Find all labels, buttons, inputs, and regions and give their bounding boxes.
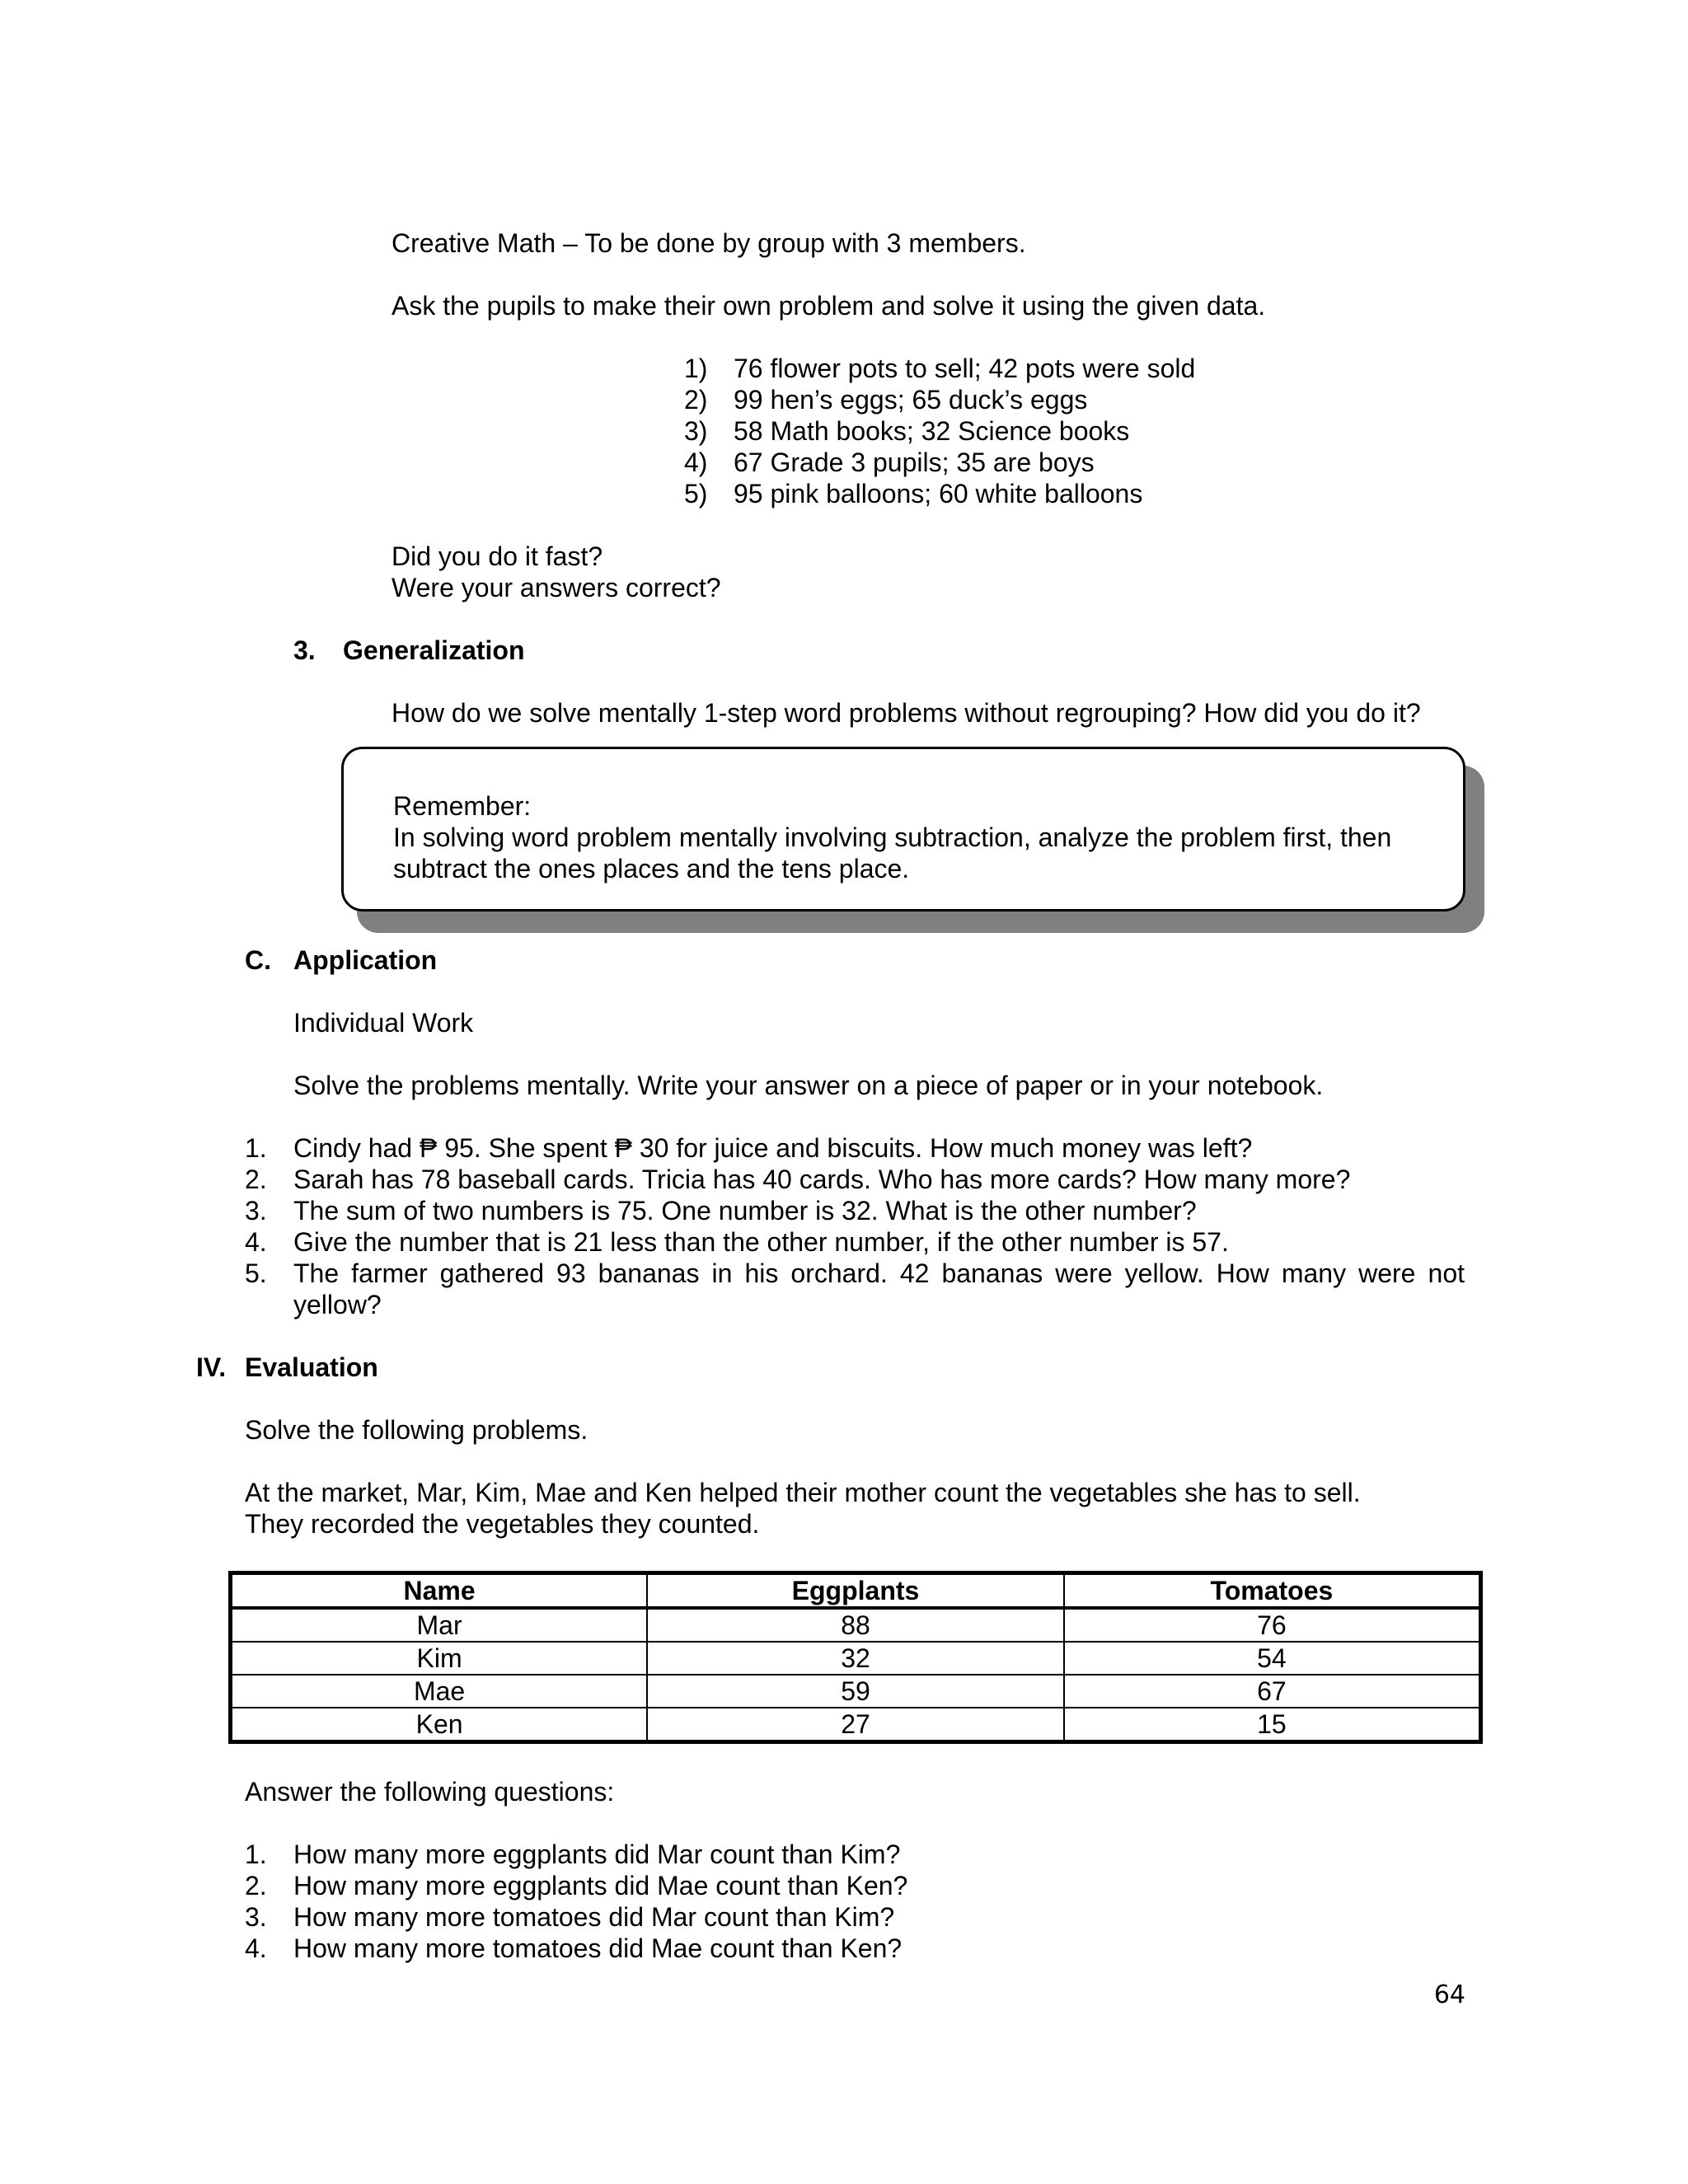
list-item-text: 67 Grade 3 pupils; 35 are boys xyxy=(734,448,1095,477)
application-subheading: Individual Work xyxy=(293,1008,474,1038)
list-item-number: 4. xyxy=(245,1933,267,1963)
generalization-question: How do we solve mentally 1-step word problems without regrouping? How did you do it? xyxy=(392,698,1421,728)
list-item-number: 4) xyxy=(684,448,708,477)
column-header-tomatoes: Tomatoes xyxy=(1064,1573,1481,1609)
table-row xyxy=(231,1642,1481,1675)
list-item xyxy=(245,1258,1465,1320)
list-item-number: 1. xyxy=(245,1133,267,1163)
vegetable-count-table xyxy=(228,1571,1483,1744)
list-item-number: 1. xyxy=(245,1840,267,1869)
list-item-number: 2. xyxy=(245,1165,267,1194)
reflection-question: Were your answers correct? xyxy=(392,573,721,602)
list-item-text: How many more tomatoes did Mae count than Ken? xyxy=(293,1933,903,1963)
table-cell: Mar xyxy=(231,1608,648,1642)
table-cell: Kim xyxy=(231,1642,648,1675)
table-cell: 54 xyxy=(1064,1642,1481,1675)
table-cell: Mae xyxy=(231,1675,648,1708)
table-cell: Ken xyxy=(231,1708,648,1742)
list-item-number: 4. xyxy=(245,1227,267,1257)
table-cell: 76 xyxy=(1064,1608,1481,1642)
column-header-eggplants: Eggplants xyxy=(647,1573,1064,1609)
table-cell: 32 xyxy=(647,1642,1064,1675)
creative-math-instruction: Ask the pupils to make their own problem and solve it using the given data. xyxy=(392,291,1266,321)
table-cell: 59 xyxy=(647,1675,1064,1708)
remember-text-line: In solving word problem mentally involving subtraction, analyze the problem first, then xyxy=(393,823,1392,852)
table-row xyxy=(231,1708,1481,1742)
application-heading: Application xyxy=(293,945,438,975)
generalization-heading: Generalization xyxy=(343,635,525,665)
list-item-number: 5) xyxy=(684,479,708,509)
list-item-text: How many more tomatoes did Mar count than Kim? xyxy=(293,1902,895,1932)
table-cell: 15 xyxy=(1064,1708,1481,1742)
generalization-number: 3. xyxy=(293,635,316,665)
table-row xyxy=(231,1675,1481,1708)
list-item-text: How many more eggplants did Mae count than Ken? xyxy=(293,1871,908,1900)
table-cell: 27 xyxy=(647,1708,1064,1742)
evaluation-context-line: At the market, Mar, Kim, Mae and Ken helped their mother count the vegetables she has to sell. xyxy=(245,1478,1361,1507)
list-item-text: 99 hen’s eggs; 65 duck’s eggs xyxy=(734,385,1088,415)
application-instruction: Solve the problems mentally. Write your answer on a piece of paper or in your notebook. xyxy=(293,1071,1324,1100)
evaluation-heading: Evaluation xyxy=(245,1352,378,1382)
creative-math-title: Creative Math – To be done by group with 3 members. xyxy=(392,228,1026,258)
column-header-name: Name xyxy=(231,1573,648,1609)
list-item-number: 3. xyxy=(245,1196,267,1226)
list-item-number: 1) xyxy=(684,354,708,383)
list-item-number: 5. xyxy=(245,1258,267,1288)
page-number: 64 xyxy=(1433,1980,1465,2009)
application-letter: C. xyxy=(245,945,271,975)
list-item-text: Cindy had ₱ 95. She spent ₱ 30 for juice and biscuits. How much money was left? xyxy=(293,1133,1253,1163)
list-item-text: 95 pink balloons; 60 white balloons xyxy=(734,479,1143,509)
remember-label: Remember: xyxy=(393,791,532,821)
evaluation-numeral: IV. xyxy=(196,1352,227,1382)
list-item-text: The farmer gathered 93 bananas in his orchard. 42 bananas were yellow. How many were not xyxy=(293,1258,1465,1288)
evaluation-context-line: They recorded the vegetables they counted. xyxy=(245,1509,760,1539)
table-cell: 88 xyxy=(647,1608,1064,1642)
list-item-number: 3. xyxy=(245,1902,267,1932)
list-item-text-continued: yellow? xyxy=(293,1290,382,1319)
questions-intro: Answer the following questions: xyxy=(245,1777,615,1807)
list-item-text: Sarah has 78 baseball cards. Tricia has 40 cards. Who has more cards? How many more? xyxy=(293,1165,1351,1194)
list-item-text: Give the number that is 21 less than the other number, if the other number is 57. xyxy=(293,1227,1229,1257)
table-cell: 67 xyxy=(1064,1675,1481,1708)
table-header-row xyxy=(231,1573,1481,1609)
list-item-number: 2. xyxy=(245,1871,267,1900)
evaluation-instruction: Solve the following problems. xyxy=(245,1415,588,1445)
list-item-text: How many more eggplants did Mar count than Kim? xyxy=(293,1840,901,1869)
table-row xyxy=(231,1608,1481,1642)
reflection-question: Did you do it fast? xyxy=(392,541,603,571)
list-item-text: 76 flower pots to sell; 42 pots were sold xyxy=(734,354,1196,383)
list-item-number: 3) xyxy=(684,416,708,446)
list-item-number: 2) xyxy=(684,385,708,415)
remember-box xyxy=(341,747,1465,912)
remember-text-line: subtract the ones places and the tens place. xyxy=(393,854,910,883)
list-item-text: 58 Math books; 32 Science books xyxy=(734,416,1130,446)
list-item-text: The sum of two numbers is 75. One number is 32. What is the other number? xyxy=(293,1196,1197,1226)
